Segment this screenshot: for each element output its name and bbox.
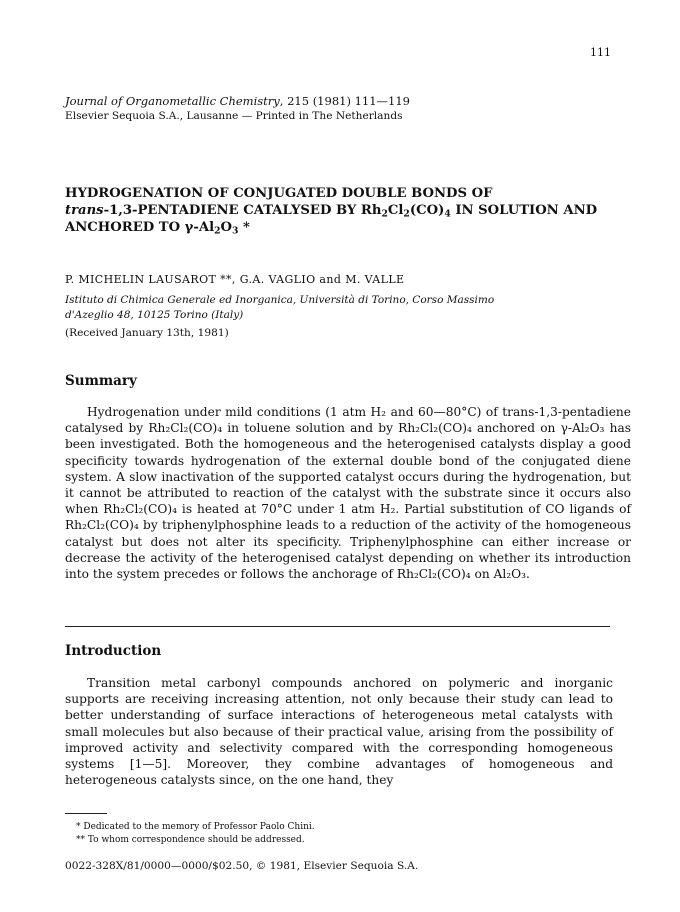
article-title xyxy=(65,185,635,236)
summary-heading: Summary xyxy=(65,373,137,389)
footnote-correspondence: ** To whom correspondence should be addressed. xyxy=(76,835,305,845)
footnote-dedication: * Dedicated to the memory of Professor Paolo Chini. xyxy=(76,822,315,832)
section-divider xyxy=(65,626,610,627)
title-segment: * xyxy=(238,220,250,235)
authors: P. MICHELIN LAUSAROT **, G.A. VAGLIO and M. VALLE xyxy=(65,273,405,286)
title-line-1: HYDROGENATION OF CONJUGATED DOUBLE BONDS OF xyxy=(65,186,493,201)
journal-header xyxy=(65,94,645,124)
title-line-3: ANCHORED TO $\gamma-Al_2O_3$ * xyxy=(65,220,250,237)
received-date: (Received January 13th, 1981) xyxy=(65,327,229,339)
footnote-divider xyxy=(65,813,107,814)
title-italic-prefix: trans xyxy=(65,203,104,218)
journal-name: Journal of Organometallic Chemistry xyxy=(65,94,280,108)
title-line-2: trans-1,3-PENTADIENE CATALYSED BY $Rh_2Cl_2(CO)_4$ IN SOLUTION AND xyxy=(65,203,598,220)
title-segment: -1,3-PENTADIENE CATALYSED BY Rh xyxy=(103,203,382,218)
journal-citation: , 215 (1981) 111—119 xyxy=(279,94,410,108)
title-segment: ANCHORED TO γ-Al xyxy=(65,220,215,235)
title-segment: IN SOLUTION AND xyxy=(450,203,598,218)
introduction-body xyxy=(65,675,613,788)
affiliation xyxy=(65,293,645,322)
copyright-line: 0022-328X/81/0000—0000/$02.50, © 1981, Elsevier Sequoia S.A. xyxy=(65,860,419,872)
title-segment: Cl xyxy=(387,203,404,218)
affiliation-line-1: Istituto di Chimica Generale ed Inorganica, Università di Torino, Corso Massimo xyxy=(65,294,495,306)
page-number: 111 xyxy=(590,46,611,59)
title-segment: (CO) xyxy=(409,203,445,218)
publisher-line: Elsevier Sequoia S.A., Lausanne — Printed in The Netherlands xyxy=(65,110,403,122)
journal-citation-line xyxy=(65,94,645,109)
title-segment: O xyxy=(220,220,233,235)
summary-paragraph: Hydrogenation under mild conditions (1 atm H₂ and 60—80°C) of trans-1,3-pentadiene catalysed by Rh₂Cl₂(CO)₄ in toluene solution and by Rh₂Cl₂(CO)₄ anchored on γ-Al₂O₃ has been investigated. Both the homogeneous and the heterogenised catalysts display a good specificity towards hydrogenation of the external double bond of the conjugated diene system. A slow inactivation of the supported catalyst occurs during the hydrogenation, but it cannot be attributed to reaction of the catalyst with the substrate since it occurs also when Rh₂Cl₂(CO)₄ is heated at 70°C under 1 atm H₂. Partial substitution of CO ligands of Rh₂Cl₂(CO)₄ by triphenylphosphine leads to a reduction of the activity of the homogeneous catalyst but does not alter its specificity. Triphenylphosphine can either increase or decrease the activity of the heterogenised catalyst depending on whether its introduction into the system precedes or follows the anchorage of Rh₂Cl₂(CO)₄ on Al₂O₃. xyxy=(65,405,631,582)
affiliation-line-2: d'Azeglio 48, 10125 Torino (Italy) xyxy=(65,308,244,321)
introduction-paragraph: Transition metal carbonyl compounds anchored on polymeric and inorganic supports are receiving increasing attention, not only because their study can lead to better understanding of surface interactions of heterogeneous metal catalysts with small molecules but also because of their practical value, arising from the possibility of improved activity and selectivity compared with the corresponding homogeneous systems [1—5]. Moreover, they combine advantages of homogeneous and heterogeneous catalysts since, on the one hand, they xyxy=(65,676,613,788)
introduction-heading: Introduction xyxy=(65,643,162,659)
summary-body xyxy=(65,404,631,582)
